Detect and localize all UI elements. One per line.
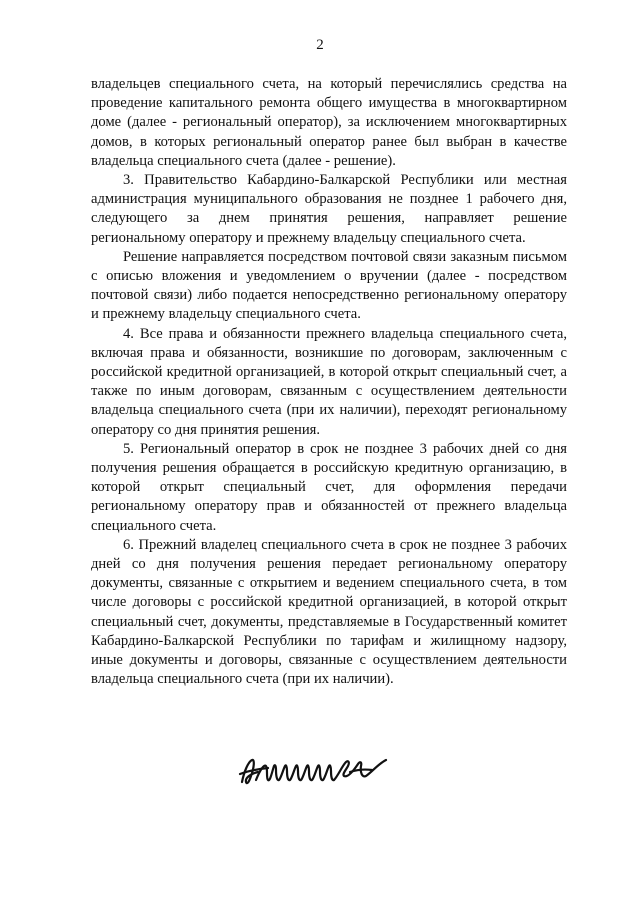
paragraph-6: 6. Прежний владелец специального счета в срок не позднее 3 рабочих дней со дня получения решения передает региональному оператору документы, связанные с открытием и ведением специального счета, в том числе договоры с российской кредитной организацией, в которой открыт специальный счет, документы, представляемые в Государственный комитет Кабардино-Балкарской Республики по тарифам и жилищному надзору, иные документы и договоры, связанные с осуществлением деятельности владельца специального счета (при их наличии).: [91, 536, 567, 688]
paragraph-delivery: Решение направляется посредством почтовой связи заказным письмом с описью вложения и уведомлением о вручении (далее - посредством почтовой связи) либо подается непосредственно региональному оператору и прежнему владельцу специального счета.: [91, 248, 567, 323]
paragraph-5: 5. Региональный оператор в срок не позднее 3 рабочих дней со дня получения решения обращается в российскую кредитную организацию, в которой открыт специальный счет, для оформления передачи региональному оператору прав и обязанностей от прежнего владельца специального счета.: [91, 440, 567, 534]
paragraph-4: 4. Все права и обязанности прежнего владельца специального счета, включая права и обязанности, возникшие по договорам, заключенным с российской кредитной организацией, в которой открыт специальный счет, а также по иным договорам, связанным с осуществлением деятельности владельца специального счета (при их наличии), переходят региональному оператору со дня принятия решения.: [91, 325, 567, 438]
handwritten-signature-icon: [238, 752, 390, 792]
document-body: [91, 75, 567, 690]
page-number: 2: [316, 37, 324, 53]
paragraph-continuation: владельцев специального счета, на который перечислялись средства на проведение капитального ремонта общего имущества в многоквартирном доме (далее - региональный оператор), за исключением многоквартирных домов, в которых региональный оператор ранее был выбран в качестве владельца специального счета (далее - решение).: [91, 76, 567, 169]
paragraph-3: 3. Правительство Кабардино-Балкарской Республики или местная администрация муниципального образования не позднее 1 рабочего дня, следующего за днем принятия решения, направляет решение региональному оператору и прежнему владельцу специального счета.: [91, 172, 567, 246]
